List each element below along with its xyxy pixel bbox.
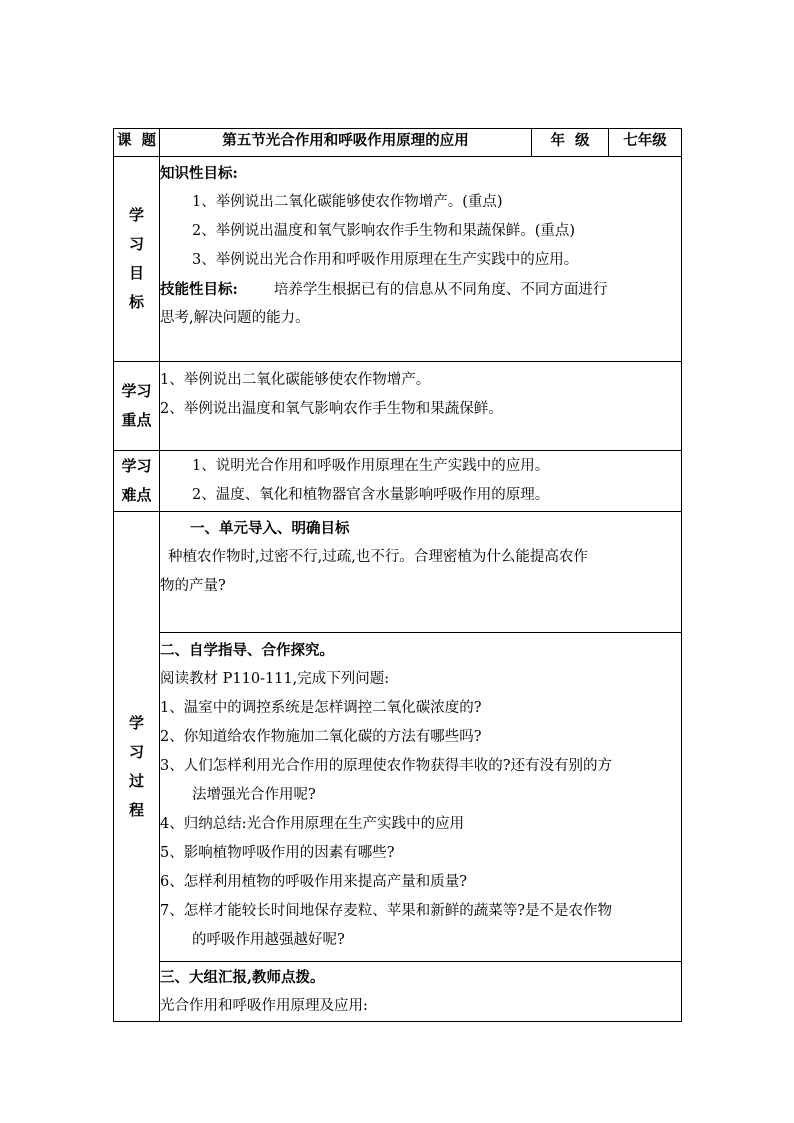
grade-value: 七年级: [609, 129, 682, 157]
difficulties-content: [160, 451, 682, 512]
knowledge-item-3: 3、举例说出光合作用和呼吸作用原理在生产实践中的应用。: [192, 252, 579, 268]
difficulty-1: 1、说明光合作用和呼吸作用原理在生产实践中的应用。: [192, 458, 550, 474]
knowledge-item-2: 2、举例说出温度和氧气影响农作手生物和果蔬保鲜。(重点): [192, 223, 576, 239]
process-section-1: [160, 512, 682, 633]
section-2-intro: 阅读教材 P110-111,完成下列问题:: [160, 671, 390, 687]
side-char: 学习: [121, 382, 152, 400]
grade-label: 年 级: [532, 129, 609, 157]
section-3-title: 三、大组汇报,教师点拨。: [160, 969, 325, 986]
objectives-row: [114, 157, 682, 362]
section-3-text: 光合作用和呼吸作用原理及应用:: [160, 998, 368, 1014]
side-char: 学: [128, 713, 144, 732]
key-points-row: [114, 362, 682, 451]
process-row-section-1: [114, 512, 682, 633]
section-1-title: 一、单元导入、明确目标: [190, 520, 350, 537]
difficulty-2: 2、温度、氧化和植物器官含水量影响呼吸作用的原理。: [192, 487, 550, 503]
knowledge-objective-title: 知识性目标:: [160, 165, 238, 182]
topic-label: 课 题: [114, 129, 160, 157]
skill-objective-line: [160, 275, 681, 304]
objectives-side-label: [114, 157, 160, 362]
difficulties-side-label: [114, 451, 160, 512]
key-point-2: 2、举例说出温度和氧气影响农作手生物和果蔬保鲜。: [160, 401, 503, 417]
process-row-section-2: [114, 633, 682, 962]
side-char: 过: [128, 771, 144, 790]
side-char: 程: [128, 800, 144, 819]
key-points-content: [160, 362, 682, 451]
side-char: 习: [128, 235, 144, 253]
side-char: 标: [128, 293, 144, 311]
question-4: 4、归纳总结:光合作用原理在生产实践中的应用: [160, 816, 465, 832]
section-2-title: 二、自学指导、合作探究。: [160, 642, 334, 659]
lesson-plan-table: [113, 128, 682, 1022]
key-points-side-label: [114, 362, 160, 451]
question-1: 1、温室中的调控系统是怎样调控二氧化碳浓度的?: [160, 700, 482, 716]
header-row: [114, 129, 682, 157]
side-char: 难点: [121, 486, 152, 504]
skill-objective-text-2: 思考,解决问题的能力。: [160, 310, 310, 326]
process-row-section-3: [114, 962, 682, 1022]
process-section-3: [160, 962, 682, 1022]
side-char: 学习: [121, 457, 152, 475]
question-5: 5、影响植物呼吸作用的因素有哪些?: [160, 845, 395, 861]
question-6: 6、怎样利用植物的呼吸作用来提高产量和质量?: [160, 874, 467, 890]
process-side-label: [114, 512, 160, 1022]
skill-objective-text-1: 培养学生根据已有的信息从不同角度、不同方面进行: [273, 282, 608, 298]
difficulties-row: [114, 451, 682, 512]
section-1-text-1: 种植农作物时,过密不行,过疏,也不行。合理密植为什么能提高农作: [168, 549, 588, 565]
skill-objective-title: 技能性目标:: [160, 281, 238, 298]
side-char: 学: [128, 206, 144, 224]
side-char: 目: [128, 264, 144, 282]
question-7a: 7、怎样才能较长时间地保存麦粒、苹果和新鲜的蔬菜等?是不是农作物: [160, 903, 612, 919]
side-char: 重点: [121, 411, 152, 429]
objectives-content: [160, 157, 682, 362]
process-section-2: [160, 633, 682, 962]
section-1-text-2: 物的产量?: [160, 578, 226, 594]
key-point-1: 1、举例说出二氧化碳能够使农作物增产。: [160, 372, 431, 388]
topic-title: 第五节光合作用和呼吸作用原理的应用: [160, 129, 532, 157]
question-2: 2、你知道给农作物施加二氧化碳的方法有哪些吗?: [160, 729, 482, 745]
question-3b: 法增强光合作用呢?: [192, 787, 316, 803]
side-char: 习: [128, 742, 144, 761]
knowledge-item-1: 1、举例说出二氧化碳能够使农作物增产。(重点): [192, 194, 503, 210]
question-7b: 的呼吸作用越强越好呢?: [192, 932, 345, 948]
question-3a: 3、人们怎样利用光合作用的原理使农作物获得丰收的?还有没有别的方: [160, 758, 612, 774]
